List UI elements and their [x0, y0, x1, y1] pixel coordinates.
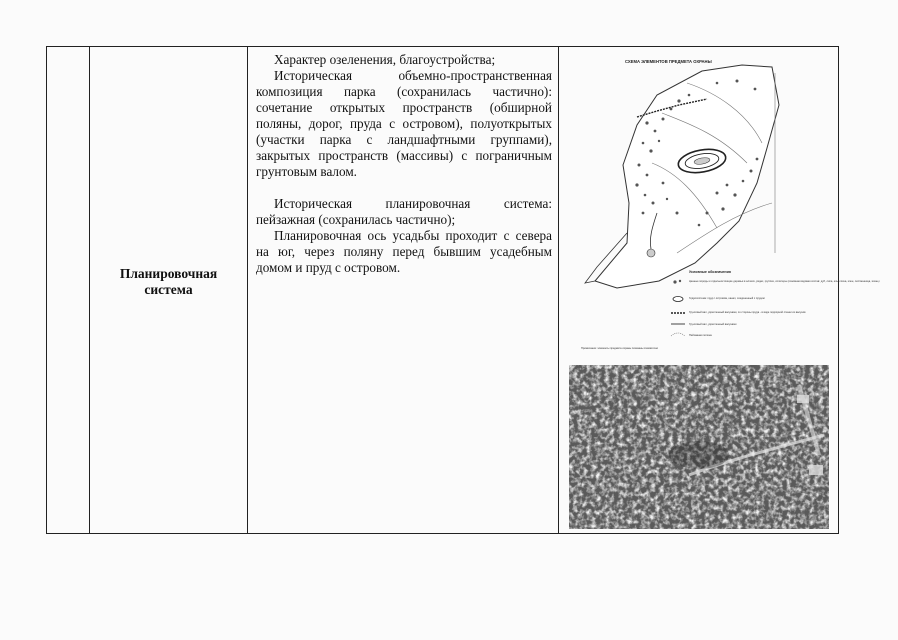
scheme-title: СХЕМА ЭЛЕМЕНТОВ ПРЕДМЕТА ОХРАНЫ	[625, 59, 712, 64]
protection-scheme-map	[567, 53, 880, 353]
legend-item: Гидросистема: пруд с островом, канал, соединенный с прудом	[689, 297, 765, 300]
park-boundary	[585, 65, 779, 288]
illustration-cell	[559, 47, 880, 534]
legend-item: Пейзажная поляна	[689, 334, 712, 337]
scheme-note: Примечание: элементы предмета охраны показаны схематично	[581, 347, 659, 350]
description-paragraph: Планировочная ось усадьбы проходит с севера на юг, через поляну перед бывшим усадебным домом и пруд с островом.	[256, 228, 552, 275]
aerial-photo	[569, 365, 829, 529]
table-row	[47, 47, 839, 534]
legend-title: Условные обозначения	[689, 270, 731, 274]
legend-item: Грунтовый вал, укрепленный валунами, со стороны пруда - в виде подпорной стенки из валунов	[689, 311, 806, 314]
protection-subject-table	[46, 46, 880, 534]
description-paragraph: Характер озеленения, благоустройства;	[274, 52, 496, 67]
number-cell	[47, 47, 90, 534]
element-name-cell	[90, 47, 248, 534]
small-pond	[647, 249, 655, 257]
description-paragraph: Историческая объемно-пространственная композиция парка (сохранилась частично): сочетание открытых пространств (обширной поляны, дорог, пруда с островом), полуоткрытых (участки парка с ландшафтными группами), закрытых пространств (массивы) с пограничным грунтовым валом.	[256, 68, 552, 179]
description-paragraph: Историческая планировочная система: пейзажная (сохранилась частично);	[256, 196, 552, 227]
legend-item: Грунтовый вал, укрепленный валунами	[689, 323, 737, 326]
element-name: Планировочная система	[119, 266, 218, 297]
legend-item: Ценные породы и отдельностоящие деревья в аллеях, рядах, группах, солитеры (основная видовая состав: дуб, липа, ель, сосна, клен, лиственница, ясень)	[689, 280, 880, 283]
description-cell	[248, 47, 559, 534]
